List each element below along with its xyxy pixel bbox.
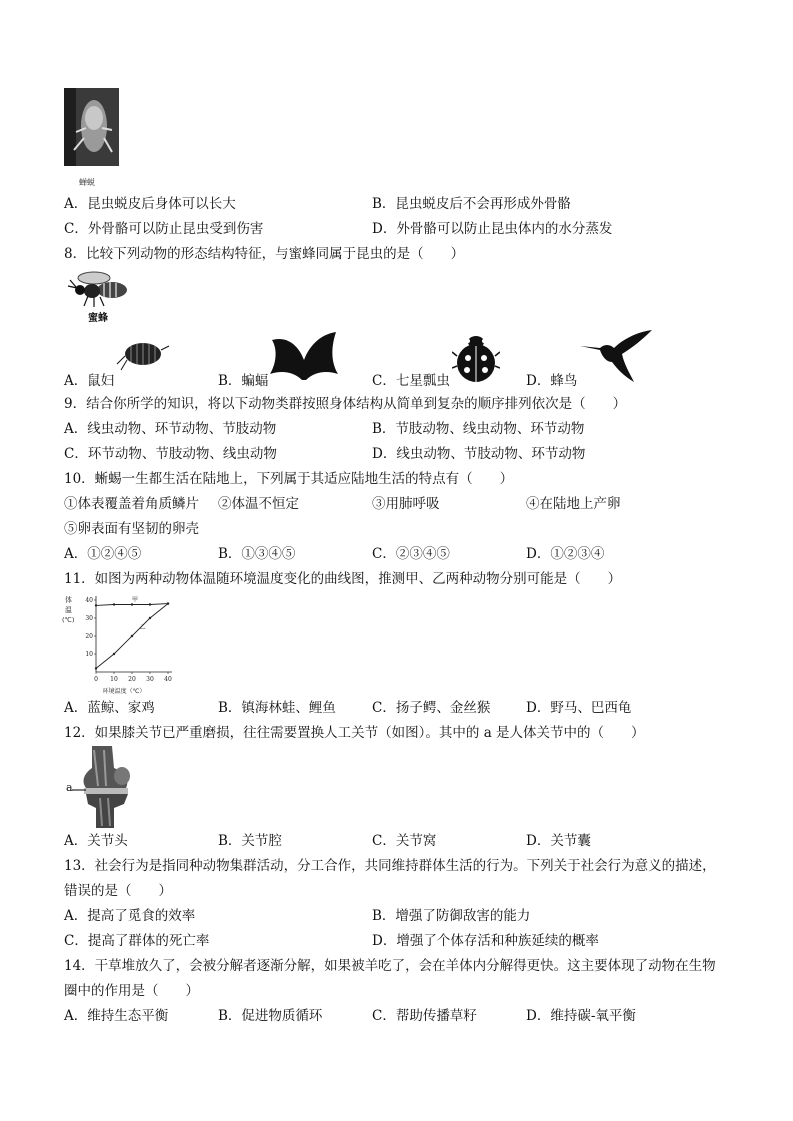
- chart-x-tick-label: 10: [110, 676, 118, 683]
- q11-option-a: A．蓝鲸、家鸡: [64, 700, 155, 716]
- q8-stem: 8．比较下列动物的形态结构特征，与蜜蜂同属于昆虫的是（ ）: [64, 246, 465, 262]
- chart-point: [113, 653, 115, 655]
- chart-series-label-2: 乙: [139, 623, 146, 631]
- chart-point: [149, 603, 151, 605]
- q13-option-b: B．增强了防御敌害的能力: [372, 908, 531, 924]
- q9-option-b: B．节肢动物、线虫动物、环节动物: [372, 421, 585, 437]
- chart-point: [149, 617, 151, 619]
- q10-item-3: ③用肺呼吸: [372, 496, 440, 512]
- q8-option-d: D．蜂鸟: [526, 373, 578, 389]
- q14-stem-line1: 14．干草堆放久了，会被分解者逐渐分解，如果被羊吃了，会在羊体内分解得更快。这主要体现了动物在生物: [64, 958, 716, 974]
- chart-ylabel-3: (℃): [62, 616, 75, 624]
- q10-option-c: C．②③④⑤: [372, 546, 450, 562]
- q8-option-a: A．鼠妇: [64, 373, 115, 389]
- cicada-shell-photo: [64, 88, 119, 166]
- chart-point: [167, 602, 169, 604]
- chart-x-tick-label: 20: [128, 676, 136, 683]
- chart-ylabel-1: 体: [65, 596, 72, 604]
- chart-x-tick-label: 0: [94, 676, 98, 683]
- chart-point: [131, 635, 133, 637]
- q14-option-b: B．促进物质循环: [218, 1008, 323, 1024]
- q13-option-c: C．提高了群体的死亡率: [64, 933, 210, 949]
- q12-option-a: A．关节头: [64, 833, 128, 849]
- chart-series-label-1: 甲: [132, 596, 139, 604]
- cicada-shell-caption: 蝉蜕: [79, 178, 95, 187]
- q7-option-b: B．昆虫蜕皮后不会再形成外骨骼: [372, 196, 571, 212]
- chart-y-tick-label: 20: [85, 633, 93, 640]
- q10-item-4: ④在陆地上产卵: [526, 496, 621, 512]
- woodlouse-image: [115, 334, 170, 374]
- q9-option-a: A．线虫动物、环节动物、节肢动物: [64, 421, 277, 437]
- q10-item-1: ①体表覆盖着角质鳞片: [64, 496, 199, 512]
- q13-option-a: A．提高了觅食的效率: [64, 908, 196, 924]
- q7-option-a: A．昆虫蜕皮后身体可以长大: [64, 196, 236, 212]
- q11-stem: 11．如图为两种动物体温随环境温度变化的曲线图，推测甲、乙两种动物分别可能是（ ）: [64, 571, 622, 587]
- chart-x-tick-label: 40: [164, 676, 172, 683]
- q12-stem: 12．如果膝关节已严重磨损，往往需要置换人工关节（如图）。其中的 a 是人体关节中的（ ）: [64, 725, 645, 741]
- q11-option-d: D．野马、巴西龟: [526, 700, 632, 716]
- q10-option-d: D．①②③④: [526, 546, 605, 562]
- q12-option-b: B．关节腔: [218, 833, 282, 849]
- q7-option-d: D．外骨骼可以防止昆虫体内的水分蒸发: [372, 221, 613, 237]
- chart-point: [95, 667, 97, 669]
- chart-ylabel-2: 温: [65, 606, 72, 614]
- q10-item-5: ⑤卵表面有坚韧的卵壳: [64, 521, 199, 537]
- knee-label-a: a: [66, 781, 73, 794]
- q14-option-d: D．维持碳-氧平衡: [526, 1008, 636, 1024]
- knee-joint-image: [64, 746, 144, 828]
- q14-option-c: C．帮助传播草籽: [372, 1008, 477, 1024]
- temperature-chart: [62, 590, 178, 696]
- q10-item-2: ②体温不恒定: [218, 496, 299, 512]
- q12-option-c: C．关节窝: [372, 833, 437, 849]
- q13-option-d: D．增强了个体存活和种族延续的概率: [372, 933, 599, 949]
- q13-stem-line1: 13．社会行为是指同种动物集群活动，分工合作，共同维持群体生活的行为。下列关于社会行为意义的描述，: [64, 858, 716, 874]
- q12-option-d: D．关节囊: [526, 833, 591, 849]
- q11-option-c: C．扬子鳄、金丝猴: [372, 700, 491, 716]
- q13-stem-line2: 错误的是（ ）: [64, 883, 172, 899]
- chart-x-tick-label: 30: [146, 676, 154, 683]
- chart-point: [131, 603, 133, 605]
- chart-xlabel: 环境温度（℃）: [102, 688, 146, 695]
- bat-image: [268, 330, 340, 384]
- bee-caption: 蜜蜂: [88, 313, 108, 324]
- q9-stem: 9．结合你所学的知识，将以下动物类群按照身体结构从简单到复杂的顺序排列依次是（ ）: [64, 396, 627, 412]
- chart-point: [95, 604, 97, 606]
- q11-option-b: B．镇海林蛙、鲤鱼: [218, 700, 336, 716]
- q14-option-a: A．维持生态平衡: [64, 1008, 169, 1024]
- chart-y-tick-label: 30: [85, 615, 93, 622]
- hummingbird-image: [578, 328, 654, 384]
- q9-option-c: C．环节动物、节肢动物、线虫动物: [64, 446, 277, 462]
- q10-option-a: A．①②④⑤: [64, 546, 142, 562]
- q7-option-c: C．外骨骼可以防止昆虫受到伤害: [64, 221, 264, 237]
- q10-option-b: B．①③④⑤: [218, 546, 296, 562]
- chart-y-tick-label: 10: [85, 651, 93, 658]
- q10-stem: 10．蜥蜴一生都生活在陆地上，下列属于其适应陆地生活的特点有（ ）: [64, 471, 514, 487]
- q14-stem-line2: 圈中的作用是（ ）: [64, 983, 199, 999]
- q9-option-d: D．线虫动物、节肢动物、环节动物: [372, 446, 586, 462]
- bee-image: [64, 268, 134, 310]
- chart-y-tick-label: 40: [85, 597, 93, 604]
- chart-point: [113, 603, 115, 605]
- q8-option-c: C．七星瓢虫: [372, 373, 450, 389]
- q8-option-b: B．蝙蝠: [218, 373, 269, 389]
- ladybug-image: [452, 330, 500, 384]
